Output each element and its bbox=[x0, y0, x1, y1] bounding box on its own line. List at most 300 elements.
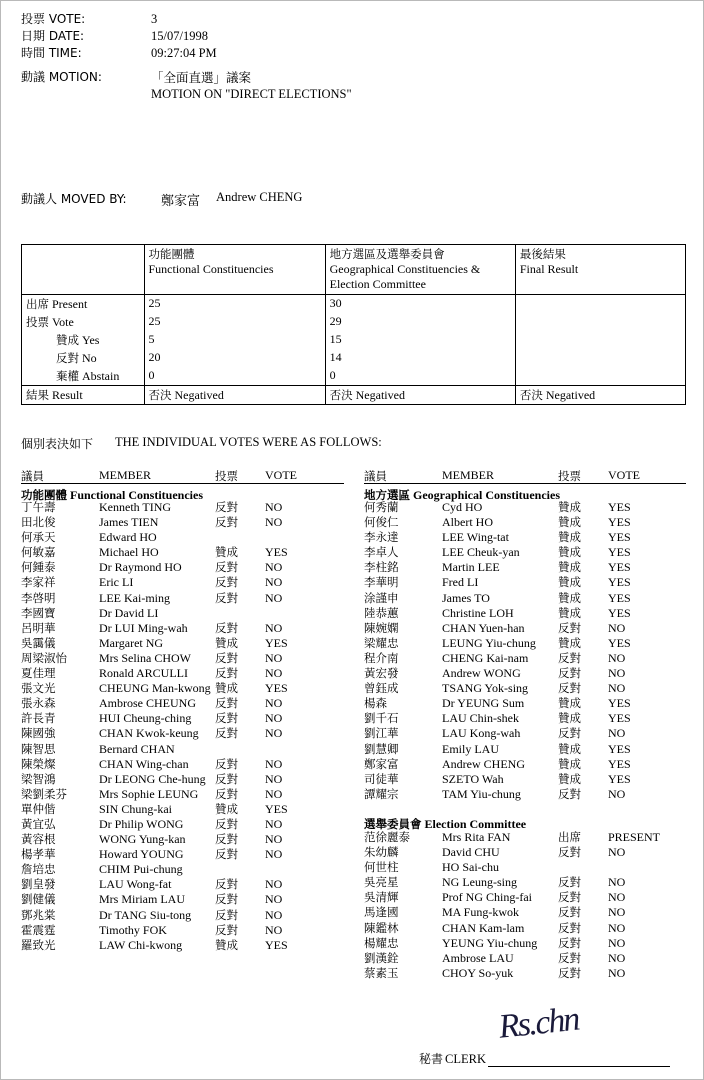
member-name-en: Mrs Rita FAN bbox=[442, 830, 511, 844]
member-name-en: Martin LEE bbox=[442, 560, 500, 575]
member-vote-cjk bbox=[215, 606, 265, 621]
member-vote-cjk: 反對 bbox=[215, 696, 238, 711]
summary-row-no-gc: 14 bbox=[325, 349, 515, 367]
member-name-cjk: 程介南 bbox=[364, 650, 399, 665]
member-name-en: MA Fung-kwok bbox=[442, 905, 520, 920]
group-title-functional-en: Functional Constituencies bbox=[70, 488, 204, 502]
member-vote-cjk: 反對 bbox=[558, 650, 581, 665]
member-vote-en: NO bbox=[265, 786, 283, 801]
member-vote-en: NO bbox=[608, 890, 626, 905]
moved-by-label: 動議人 MOVED BY: bbox=[21, 192, 127, 206]
vote-row bbox=[21, 726, 288, 741]
vote-row bbox=[364, 606, 631, 621]
vote-row bbox=[364, 696, 631, 711]
member-vote-cjk: 贊成 bbox=[558, 575, 581, 590]
clerk-line bbox=[419, 1050, 670, 1067]
member-vote-cjk: 反對 bbox=[558, 890, 581, 905]
col-header-vote-en-left: VOTE bbox=[265, 468, 297, 482]
member-name-en: TAM Yiu-chung bbox=[442, 786, 521, 801]
member-name-cjk: 鄧兆棠 bbox=[21, 907, 56, 922]
motion-value-en: MOTION ON "DIRECT ELECTIONS" bbox=[151, 87, 352, 101]
member-vote-cjk: 贊成 bbox=[558, 696, 581, 711]
member-vote-en: YES bbox=[608, 530, 631, 545]
member-vote-en: YES bbox=[608, 590, 631, 605]
motion-row bbox=[21, 69, 681, 103]
vote-row bbox=[364, 591, 631, 606]
summary-row-present bbox=[22, 295, 686, 314]
member-vote-cjk: 反對 bbox=[558, 726, 581, 741]
vote-row bbox=[21, 847, 288, 862]
vote-row bbox=[364, 845, 660, 860]
member-name-en: YEUNG Yiu-chung bbox=[442, 935, 538, 950]
col-header-vote-cjk-right: 投票 bbox=[558, 469, 581, 483]
member-name-en: David CHU bbox=[442, 845, 500, 860]
member-vote-en: NO bbox=[265, 922, 283, 937]
member-vote-en: NO bbox=[265, 500, 283, 514]
summary-header-final-cjk: 最後結果 bbox=[519, 247, 566, 261]
member-vote-en: NO bbox=[608, 935, 626, 950]
member-name-cjk: 楊耀忠 bbox=[364, 935, 399, 950]
moved-by-name-cjk: 鄭家富 bbox=[161, 194, 201, 209]
member-vote-en: NO bbox=[265, 756, 283, 771]
member-vote-en: NO bbox=[608, 666, 626, 681]
member-vote-en: YES bbox=[608, 575, 631, 590]
vote-row bbox=[21, 500, 288, 515]
vote-row bbox=[364, 651, 631, 666]
summary-header-gc bbox=[325, 245, 515, 295]
member-vote-cjk: 贊成 bbox=[558, 590, 581, 605]
member-name-en: Dr Raymond HO bbox=[99, 560, 182, 575]
date-value: 15/07/1998 bbox=[151, 29, 208, 43]
member-name-cjk: 劉慧卿 bbox=[364, 741, 399, 756]
summary-row-abstain-label: 棄權 Abstain bbox=[22, 367, 145, 386]
member-vote-en: YES bbox=[265, 801, 288, 816]
member-name-en: HUI Cheung-ching bbox=[99, 711, 192, 726]
vote-row bbox=[21, 802, 288, 817]
member-name-cjk: 黃宜弘 bbox=[21, 816, 56, 831]
member-name-en: James TIEN bbox=[99, 515, 159, 530]
member-vote-en: YES bbox=[608, 771, 631, 786]
summary-header-final-en: Final Result bbox=[519, 262, 579, 276]
vote-row bbox=[21, 938, 288, 953]
vote-row bbox=[364, 545, 631, 560]
member-vote-cjk: 反對 bbox=[558, 920, 581, 935]
individual-votes-heading-en: THE INDIVIDUAL VOTES WERE AS FOLLOWS: bbox=[115, 435, 382, 449]
member-vote-cjk: 反對 bbox=[558, 935, 581, 950]
col-header-member-cjk-right: 議員 bbox=[364, 469, 387, 483]
member-name-en: CHAN Kwok-keung bbox=[99, 726, 199, 741]
member-vote-cjk: 贊成 bbox=[215, 681, 238, 696]
member-name-cjk: 楊森 bbox=[364, 696, 387, 711]
member-vote-en: NO bbox=[265, 711, 283, 726]
member-vote-en: NO bbox=[608, 620, 626, 635]
vote-row bbox=[364, 787, 631, 802]
vote-row bbox=[21, 832, 288, 847]
member-vote-cjk: 反對 bbox=[215, 847, 238, 862]
column-headers-right bbox=[364, 468, 640, 484]
member-name-en: LEE Wing-tat bbox=[442, 530, 509, 545]
vote-row bbox=[364, 681, 631, 696]
member-vote-en: NO bbox=[265, 590, 283, 605]
group-title-ec-cjk: 選舉委員會 bbox=[364, 817, 422, 831]
vote-row bbox=[364, 890, 660, 905]
member-vote-en: YES bbox=[608, 635, 631, 650]
vote-row bbox=[21, 651, 288, 666]
member-name-cjk: 何世柱 bbox=[364, 860, 399, 875]
member-vote-en: NO bbox=[265, 560, 283, 575]
member-vote-en: NO bbox=[265, 907, 283, 922]
member-vote-cjk: 反對 bbox=[215, 620, 238, 635]
member-vote-en: NO bbox=[265, 816, 283, 831]
summary-row-present-label: 出席 Present bbox=[22, 295, 145, 314]
time-label: 時間 TIME: bbox=[21, 46, 82, 60]
member-name-cjk: 許長青 bbox=[21, 711, 56, 726]
member-vote-cjk: 反對 bbox=[558, 875, 581, 890]
time-value: 09:27:04 PM bbox=[151, 46, 217, 60]
member-vote-en: NO bbox=[608, 920, 626, 935]
member-name-cjk: 楊孝華 bbox=[21, 847, 56, 862]
member-name-cjk: 陸恭蕙 bbox=[364, 605, 399, 620]
summary-header-gc-cjk: 地方選區及選舉委員會 bbox=[329, 247, 445, 261]
member-vote-en: YES bbox=[608, 560, 631, 575]
summary-row-vote-fc: 25 bbox=[144, 313, 325, 331]
member-vote-cjk bbox=[558, 860, 608, 875]
member-name-en: CHAN Kam-lam bbox=[442, 920, 525, 935]
summary-result-final: 否決 Negatived bbox=[515, 386, 685, 405]
vote-row bbox=[21, 515, 288, 530]
summary-final-blank bbox=[515, 295, 685, 386]
motion-value-cjk: 「全面直選」議案 bbox=[151, 70, 252, 85]
member-vote-cjk: 反對 bbox=[215, 892, 238, 907]
member-name-cjk: 劉江華 bbox=[364, 726, 399, 741]
vote-row bbox=[364, 560, 631, 575]
vote-row bbox=[364, 742, 631, 757]
member-vote-en: NO bbox=[265, 650, 283, 665]
individual-votes-heading-cjk: 個別表決如下 bbox=[21, 437, 94, 451]
col-header-vote-cjk-left: 投票 bbox=[215, 469, 238, 483]
member-name-en: Ambrose LAU bbox=[442, 950, 514, 965]
member-name-cjk: 劉健儀 bbox=[21, 892, 56, 907]
member-name-en: Mrs Selina CHOW bbox=[99, 650, 191, 665]
summary-header-fc-en: Functional Constituencies bbox=[148, 262, 274, 276]
member-vote-cjk: 反對 bbox=[215, 500, 238, 514]
member-name-cjk: 陳榮燦 bbox=[21, 756, 56, 771]
member-vote-cjk: 贊成 bbox=[215, 545, 238, 560]
vote-row bbox=[364, 905, 660, 920]
member-name-cjk: 涂謹申 bbox=[364, 590, 399, 605]
member-vote-cjk: 反對 bbox=[215, 666, 238, 681]
vote-label: 投票 VOTE: bbox=[21, 12, 86, 26]
member-name-cjk: 李華明 bbox=[364, 575, 399, 590]
vote-row bbox=[21, 530, 288, 545]
member-name-en: Dr Philip WONG bbox=[99, 816, 184, 831]
member-vote-cjk: 贊成 bbox=[558, 545, 581, 560]
member-name-cjk: 劉皇發 bbox=[21, 877, 56, 892]
member-vote-cjk: 贊成 bbox=[558, 605, 581, 620]
member-vote-en: NO bbox=[608, 786, 626, 801]
vote-value: 3 bbox=[151, 12, 158, 26]
summary-row-yes-label: 贊成 Yes bbox=[22, 331, 145, 349]
summary-row-no-fc: 20 bbox=[144, 349, 325, 367]
member-name-cjk: 霍震霆 bbox=[21, 922, 56, 937]
header-rule-right bbox=[364, 483, 686, 484]
member-vote-cjk: 反對 bbox=[558, 845, 581, 860]
member-name-cjk: 陳婉嫻 bbox=[364, 620, 399, 635]
member-name-cjk: 馬逢國 bbox=[364, 905, 399, 920]
member-name-cjk: 周梁淑怡 bbox=[21, 650, 67, 665]
member-vote-en: NO bbox=[608, 965, 626, 980]
member-name-cjk: 何承天 bbox=[21, 530, 56, 545]
member-name-cjk: 黃容根 bbox=[21, 832, 56, 847]
vote-row bbox=[364, 575, 631, 590]
member-vote-cjk: 反對 bbox=[215, 726, 238, 741]
member-name-cjk: 何敏嘉 bbox=[21, 545, 56, 560]
summary-row-result bbox=[22, 386, 686, 405]
member-name-en: LAU Kong-wah bbox=[442, 726, 521, 741]
vote-row bbox=[364, 875, 660, 890]
vote-row bbox=[21, 575, 288, 590]
member-vote-en: YES bbox=[608, 515, 631, 530]
member-vote-cjk: 反對 bbox=[558, 620, 581, 635]
col-header-member-en-left: MEMBER bbox=[99, 468, 152, 482]
member-vote-en: NO bbox=[265, 892, 283, 907]
member-vote-en: NO bbox=[608, 650, 626, 665]
summary-corner-cell bbox=[22, 245, 145, 295]
member-vote-en: YES bbox=[265, 937, 288, 952]
motion-value bbox=[151, 69, 352, 103]
member-name-en: Timothy FOK bbox=[99, 922, 167, 937]
clerk-signature-line bbox=[488, 1053, 670, 1067]
member-name-cjk: 劉漢銓 bbox=[364, 950, 399, 965]
vote-row bbox=[21, 711, 288, 726]
date-row bbox=[21, 28, 681, 45]
member-name-cjk: 吳靄儀 bbox=[21, 635, 56, 650]
member-vote-en: YES bbox=[608, 741, 631, 756]
vote-row bbox=[21, 666, 288, 681]
vote-row bbox=[21, 681, 288, 696]
member-name-cjk: 丁午壽 bbox=[21, 500, 56, 514]
member-name-en: SZETO Wah bbox=[442, 771, 504, 786]
vote-row bbox=[21, 892, 288, 907]
member-vote-en: NO bbox=[608, 681, 626, 696]
member-vote-cjk: 反對 bbox=[558, 666, 581, 681]
summary-header-fc-cjk: 功能團體 bbox=[148, 247, 195, 261]
member-name-en: TSANG Yok-sing bbox=[442, 681, 529, 696]
vote-list-election-committee bbox=[364, 830, 660, 981]
member-name-en: HO Sai-chu bbox=[442, 860, 499, 875]
member-name-en: LAW Chi-kwong bbox=[99, 937, 183, 952]
member-name-en: CHEUNG Man-kwong bbox=[99, 681, 211, 696]
col-header-vote-en-right: VOTE bbox=[608, 468, 640, 482]
member-name-cjk: 單仲偕 bbox=[21, 801, 56, 816]
member-vote-en: YES bbox=[265, 545, 288, 560]
member-name-en: CHAN Yuen-han bbox=[442, 620, 525, 635]
member-vote-cjk: 反對 bbox=[215, 515, 238, 530]
member-vote-en: NO bbox=[608, 950, 626, 965]
member-name-en: Mrs Miriam LAU bbox=[99, 892, 185, 907]
member-vote-en: NO bbox=[265, 771, 283, 786]
member-vote-cjk: 贊成 bbox=[558, 635, 581, 650]
member-vote-cjk: 反對 bbox=[215, 771, 238, 786]
member-name-en: Fred LI bbox=[442, 575, 479, 590]
member-name-cjk: 司徒華 bbox=[364, 771, 399, 786]
member-vote-cjk: 反對 bbox=[215, 711, 238, 726]
member-name-en: Andrew WONG bbox=[442, 666, 521, 681]
date-label: 日期 DATE: bbox=[21, 29, 85, 43]
member-vote-en: YES bbox=[265, 681, 288, 696]
member-name-en: Edward HO bbox=[99, 530, 157, 545]
summary-header-final bbox=[515, 245, 685, 295]
member-name-cjk: 陳鑑林 bbox=[364, 920, 399, 935]
member-vote-cjk: 反對 bbox=[215, 756, 238, 771]
member-name-cjk: 李啓明 bbox=[21, 590, 56, 605]
member-name-cjk: 黃宏發 bbox=[364, 666, 399, 681]
vote-row bbox=[364, 830, 660, 845]
member-name-cjk: 張文光 bbox=[21, 681, 56, 696]
clerk-label-en: CLERK bbox=[445, 1052, 486, 1066]
member-vote-cjk: 反對 bbox=[215, 560, 238, 575]
member-name-en: LAU Chin-shek bbox=[442, 711, 519, 726]
member-name-cjk: 梁劉柔芬 bbox=[21, 786, 67, 801]
member-name-en: CHOY So-yuk bbox=[442, 965, 514, 980]
member-name-cjk: 李柱銘 bbox=[364, 560, 399, 575]
member-vote-cjk: 贊成 bbox=[558, 756, 581, 771]
vote-row bbox=[364, 726, 631, 741]
member-name-en: Dr David LI bbox=[99, 605, 159, 620]
member-name-en: James TO bbox=[442, 590, 490, 605]
individual-votes-heading bbox=[21, 435, 382, 452]
member-vote-en: YES bbox=[608, 756, 631, 771]
member-name-en: NG Leung-sing bbox=[442, 875, 517, 890]
member-vote-en: PRESENT bbox=[608, 830, 661, 844]
member-name-en: Dr YEUNG Sum bbox=[442, 696, 525, 711]
member-vote-cjk: 出席 bbox=[558, 830, 581, 844]
member-vote-en: NO bbox=[265, 832, 283, 847]
member-name-en: CHAN Wing-chan bbox=[99, 756, 189, 771]
member-name-en: Margaret NG bbox=[99, 635, 164, 650]
member-name-cjk: 李永達 bbox=[364, 530, 399, 545]
summary-row-abstain-gc: 0 bbox=[325, 367, 515, 386]
member-name-en: Albert HO bbox=[442, 515, 493, 530]
member-vote-cjk: 贊成 bbox=[558, 771, 581, 786]
vote-row bbox=[21, 742, 288, 757]
summary-result-gc: 否決 Negatived bbox=[325, 386, 515, 405]
member-vote-cjk: 反對 bbox=[558, 950, 581, 965]
summary-header-gc-en2: Election Committee bbox=[329, 277, 426, 291]
vote-row bbox=[21, 545, 288, 560]
member-name-en: Ronald ARCULLI bbox=[99, 666, 188, 681]
member-vote-en: YES bbox=[608, 605, 631, 620]
vote-row bbox=[364, 530, 631, 545]
member-name-en: LEUNG Yiu-chung bbox=[442, 635, 536, 650]
vote-row bbox=[364, 500, 631, 515]
summary-row-yes-fc: 5 bbox=[144, 331, 325, 349]
member-vote-cjk: 贊成 bbox=[215, 801, 238, 816]
time-row bbox=[21, 45, 681, 62]
member-name-cjk: 朱幼麟 bbox=[364, 845, 399, 860]
member-vote-cjk bbox=[215, 530, 265, 545]
member-name-cjk: 鄭家富 bbox=[364, 756, 399, 771]
vote-row bbox=[21, 696, 288, 711]
member-vote-cjk: 反對 bbox=[215, 877, 238, 892]
vote-row bbox=[21, 606, 288, 621]
member-vote-en: NO bbox=[265, 696, 283, 711]
member-vote-en: YES bbox=[608, 545, 631, 560]
member-vote-en: YES bbox=[608, 711, 631, 726]
summary-row-abstain-fc: 0 bbox=[144, 367, 325, 386]
header-rule-left bbox=[21, 483, 344, 484]
summary-header-row bbox=[22, 245, 686, 295]
motion-label: 動議 MOTION: bbox=[21, 70, 102, 84]
vote-row bbox=[364, 757, 631, 772]
col-header-member-en-right: MEMBER bbox=[442, 468, 495, 482]
member-vote-cjk: 贊成 bbox=[558, 711, 581, 726]
member-name-en: Andrew CHENG bbox=[442, 756, 525, 771]
vote-row bbox=[364, 860, 660, 875]
member-name-cjk: 劉千石 bbox=[364, 711, 399, 726]
member-name-cjk: 呂明華 bbox=[21, 620, 56, 635]
vote-row bbox=[21, 817, 288, 832]
vote-row bbox=[364, 966, 660, 981]
member-vote-en: YES bbox=[608, 500, 631, 514]
member-name-cjk: 曾鈺成 bbox=[364, 681, 399, 696]
member-name-cjk: 夏佳理 bbox=[21, 666, 56, 681]
member-name-en: Eric LI bbox=[99, 575, 134, 590]
member-name-en: CHIM Pui-chung bbox=[99, 862, 183, 877]
summary-row-yes-gc: 15 bbox=[325, 331, 515, 349]
summary-header-fc bbox=[144, 245, 325, 295]
member-name-en: Dr LUI Ming-wah bbox=[99, 620, 188, 635]
member-name-en: LAU Wong-fat bbox=[99, 877, 172, 892]
member-name-cjk: 何俊仁 bbox=[364, 515, 399, 530]
member-name-en: Mrs Sophie LEUNG bbox=[99, 786, 199, 801]
summary-row-present-gc: 30 bbox=[325, 295, 515, 314]
member-vote-cjk: 反對 bbox=[558, 681, 581, 696]
member-name-en: Emily LAU bbox=[442, 741, 499, 756]
member-vote-cjk: 贊成 bbox=[215, 635, 238, 650]
member-name-cjk: 吳亮星 bbox=[364, 875, 399, 890]
member-name-cjk: 李卓人 bbox=[364, 545, 399, 560]
member-vote-en: NO bbox=[265, 877, 283, 892]
member-vote-cjk: 反對 bbox=[558, 965, 581, 980]
member-vote-en: NO bbox=[265, 515, 283, 530]
member-name-cjk: 譚耀宗 bbox=[364, 786, 399, 801]
vote-row bbox=[21, 787, 288, 802]
member-name-cjk: 詹培忠 bbox=[21, 862, 56, 877]
member-name-en: CHENG Kai-nam bbox=[442, 650, 529, 665]
member-vote-en: NO bbox=[265, 726, 283, 741]
member-vote-cjk: 反對 bbox=[215, 816, 238, 831]
member-vote-en: NO bbox=[265, 847, 283, 862]
member-name-en: Michael HO bbox=[99, 545, 159, 560]
member-name-cjk: 李家祥 bbox=[21, 575, 56, 590]
member-vote-cjk: 反對 bbox=[215, 922, 238, 937]
member-name-en: Howard YOUNG bbox=[99, 847, 184, 862]
member-name-cjk: 田北俊 bbox=[21, 515, 56, 530]
member-name-cjk: 陳智思 bbox=[21, 741, 56, 756]
member-name-en: Dr LEONG Che-hung bbox=[99, 771, 206, 786]
vote-list-functional bbox=[21, 500, 288, 953]
member-name-cjk: 吳清輝 bbox=[364, 890, 399, 905]
vote-row bbox=[364, 936, 660, 951]
member-name-cjk: 陳國強 bbox=[21, 726, 56, 741]
document-header bbox=[21, 11, 681, 62]
member-name-en: Christine LOH bbox=[442, 605, 514, 620]
vote-row bbox=[21, 11, 681, 28]
member-vote-cjk: 贊成 bbox=[558, 515, 581, 530]
member-name-en: Bernard CHAN bbox=[99, 741, 175, 756]
group-title-ec-en: Election Committee bbox=[424, 817, 527, 831]
